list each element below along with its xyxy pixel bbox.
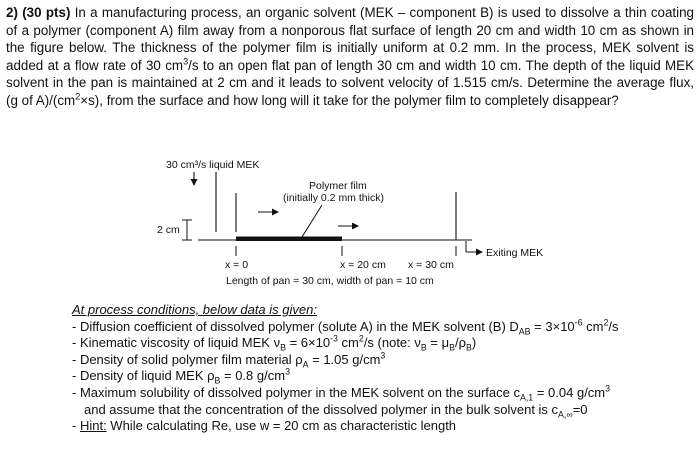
max-solubility-line — [72, 385, 692, 402]
polymer-film — [236, 237, 342, 242]
film-density-line — [72, 352, 692, 369]
diffusion-coefficient-line — [72, 319, 692, 336]
viscosity-note-sub-3: B — [466, 342, 472, 353]
depth-label: 2 cm — [157, 224, 180, 236]
viscosity-exponent: -3 — [330, 333, 338, 344]
hint-prefix: - — [72, 418, 80, 434]
given-data — [72, 302, 692, 435]
hint-label: Hint: — [79, 418, 107, 434]
solubility-text: - Maximum solubility of dissolved polymer in the MEK solvent on the surface c — [72, 384, 520, 400]
liquid-density-unit-sup: 3 — [285, 367, 290, 378]
problem-number: 2) — [6, 5, 18, 20]
solubility-value: = 0.04 g/cm — [533, 384, 606, 400]
process-diagram — [0, 150, 700, 290]
problem-text-1: In a manufacturing process, an organic solvent (MEK – component B) is used to dissolve a thin coating of a polymer (component A) film away from a nonporous flat surface of length 20 cm and width 10 cm as shown in the figure below. The thickness of the polymer film is initially uniform at 0.2 mm. In the process, MEK solvent is added at a flow rate of 30 cm — [6, 5, 694, 73]
film-density-unit-sup: 3 — [380, 350, 386, 361]
film-density-value: = 1.05 g/cm — [308, 351, 381, 367]
viscosity-value: = 6×10 — [285, 335, 331, 351]
problem-text-1-sup: 3 — [183, 56, 189, 67]
viscosity-note-sub-1: B — [420, 342, 427, 353]
liquid-density-value: = 0.8 g/cm — [220, 368, 286, 384]
viscosity-unit-sup: 2 — [358, 333, 364, 344]
problem-text-3: ×s), from the surface and how long will it take for the polymer film to completely disappear? — [80, 92, 619, 108]
hint-line — [72, 418, 692, 435]
viscosity-note: /s (note: ν — [363, 335, 421, 351]
problem-points: (30 pts) — [22, 5, 71, 20]
x20-label: x = 20 cm — [340, 259, 386, 271]
bulk-concentration-text: and assume that the concentration of the dissolved polymer in the bulk solvent is c — [84, 401, 559, 417]
film-density-text: - Density of solid polymer film material ρ — [72, 351, 303, 367]
diffusion-value: = 3×10 — [530, 318, 575, 334]
liquid-density-text: - Density of liquid MEK ρ — [72, 368, 215, 384]
x30-label: x = 30 cm — [408, 259, 454, 271]
viscosity-unit: cm — [337, 335, 359, 351]
bulk-concentration-line — [72, 402, 692, 419]
hint-text: While calculating Re, use w = 20 cm as characteristic length — [106, 418, 457, 434]
liquid-density-line — [72, 368, 692, 385]
viscosity-note-sub-2: B — [449, 342, 455, 353]
problem-text-2-sup: 2 — [75, 91, 81, 102]
viscosity-text: - Kinematic viscosity of liquid MEK ν — [72, 335, 281, 351]
viscosity-note-rho: /ρ — [454, 335, 466, 351]
viscosity-note-mu: = μ — [426, 335, 450, 351]
film-label-line-1: Polymer film — [309, 180, 367, 192]
diffusion-unit-sup: 2 — [603, 317, 609, 328]
film-density-sub: A — [302, 359, 309, 370]
kinematic-viscosity-line — [72, 335, 692, 352]
solubility-sub: A,1 — [519, 392, 534, 403]
viscosity-sub: B — [280, 342, 286, 353]
liquid-density-sub: B — [214, 375, 221, 386]
diffusion-sub: AB — [518, 326, 531, 337]
diffusion-unit: cm — [582, 318, 604, 334]
problem-text-2: /s to an open flat pan of length 30 cm and width 10 cm. The depth of the liquid MEK solvent in the pan is maintained at 2 cm and it leads to solvent velocity of 1.515 cm/s. Determine the average flux, (g of A)/(cm — [6, 57, 694, 108]
bulk-concentration-sub: A,∞ — [558, 409, 573, 420]
problem-statement — [6, 4, 694, 110]
film-label-line-2: (initially 0.2 mm thick) — [283, 192, 384, 204]
x0-label: x = 0 — [225, 259, 249, 271]
inlet-label: 30 cm³/s liquid MEK — [166, 159, 260, 171]
film-pointer — [302, 205, 322, 237]
pan-dimensions-caption: Length of pan = 30 cm, width of pan = 10 cm — [226, 275, 434, 287]
bulk-concentration-value: =0 — [572, 401, 588, 417]
diffusion-unit-tail: /s — [608, 318, 619, 334]
diffusion-text: - Diffusion coefficient of dissolved polymer (solute A) in the MEK solvent (B) D — [72, 318, 519, 334]
diffusion-exponent: -6 — [574, 317, 583, 328]
solubility-unit-sup: 3 — [605, 383, 611, 394]
exit-label: Exiting MEK — [486, 247, 544, 259]
given-header: At process conditions, below data is given: — [72, 302, 317, 317]
viscosity-note-close: ) — [471, 335, 477, 351]
